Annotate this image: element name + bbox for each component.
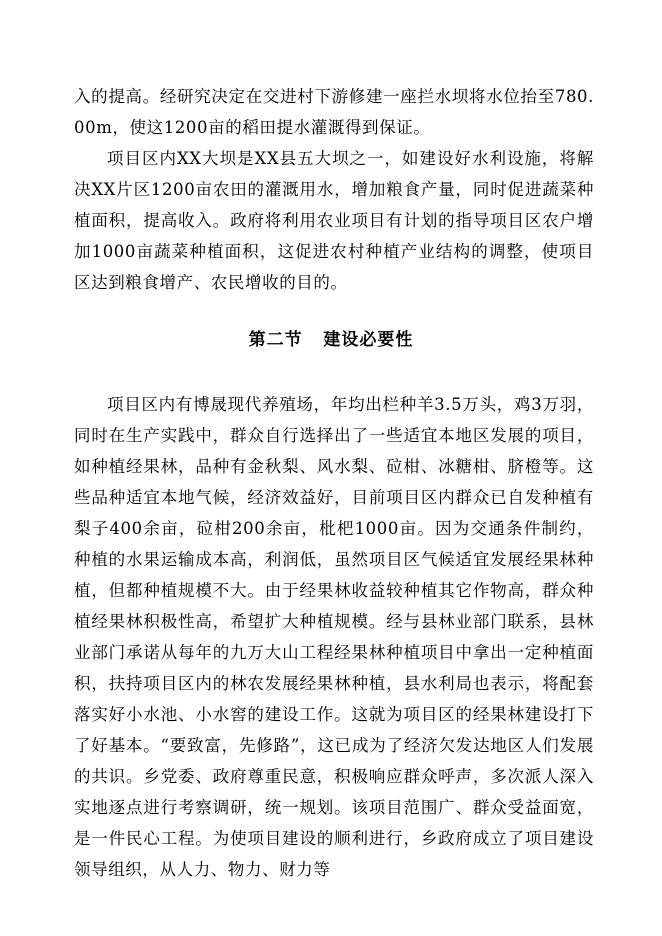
- section-title: 建设必要性: [323, 330, 414, 350]
- paragraph-continuation: 入的提高。经研究决定在交进村下游修建一座拦水坝将水位抬至780.00m，使这1200亩的稻田提水灌溉得到保证。: [74, 87, 594, 137]
- top-text-block: [74, 81, 594, 298]
- paragraph-necessity: 项目区内有博晟现代养殖场，年均出栏种羊3.5万头，鸡3万羽，同时在生产实践中，群众自行选择出了一些适宜本地区发展的项目，如种植经果林，品种有金秋梨、风水梨、砬柑、冰糖柑、脐橙等。这些品种适宜本地气候，经济效益好，目前项目区内群众已自发种植有梨子400余亩，砬柑200余亩，枇杷1000亩。因为交通条件制约，种植的水果运输成本高，利润低，虽然项目区气候适宜发展经果林种植，但都种植规模不大。由于经果林收益较种植其它作物高，群众种植经果林积极性高，希望扩大种植规模。经与县林业部门联系，县林业部门承诺从每年的九万大山工程经果林种植项目中拿出一定种植面积，扶持项目区内的林农发展经果林种植，县水利局也表示，将配套落实好小水池、小水窖的建设工作。这就为项目区的经果林建设打下了好基本。“要致富，先修路”，这已成为了经济欠发达地区人们发展的共识。乡党委、政府尊重民意，积极响应群众呼声，多次派人深入实地逐点进行考察调研，统一规划。该项目范围广、群众受益面宽，是一件民心工程。为使项目建设的顺利进行，乡政府成立了项目建设领导组织，从人力、物力、财力等: [74, 395, 594, 879]
- section-heading: [0, 328, 662, 352]
- section-number: 第二节: [248, 330, 303, 350]
- bottom-text-block: [74, 389, 594, 885]
- paragraph-dam-project: 项目区内XX大坝是XX县五大坝之一，如建设好水利设施，将解决XX片区1200亩农田的灌溉用水，增加粮食产量，同时促进蔬菜种植面积，提高收入。政府将利用农业项目有计划的指导项目区农户增加1000亩蔬菜种植面积，这促进农村种植产业结构的调整，使项目区达到粮食增产、农民增收的目的。: [74, 149, 594, 292]
